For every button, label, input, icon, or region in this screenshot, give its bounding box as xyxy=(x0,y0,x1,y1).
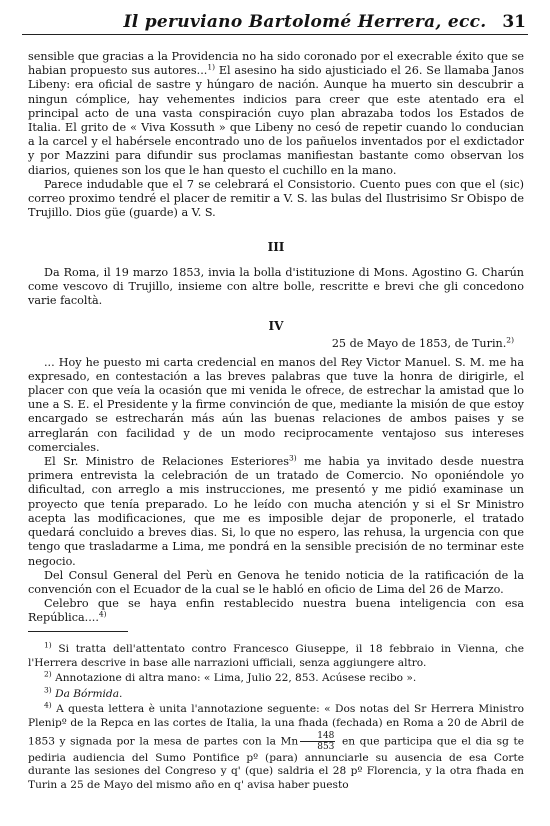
dateline: 25 de Mayo de 1853, de Turin.$^{2)}$ xyxy=(331,335,514,351)
paragraph: sensible que gracias a la Providencia no ha sido coronado por el execrable éxito que se habian propuesto sus autores...$^{1)}$ El asesino ha sido ajusticiado el 26. Se llamaba Janos Libeny: era oficial de sastre y húngaro de nación. Aunque ha muerto sin descubrir a ningun cómplice, hay vehementes indicios para creer que este atentado era el principal acto de una vasta conspiración cuyo plan abrazaba todos los Estados de Italia. El grito de « Viva Kossuth » que Libeny no cesó de repetir cuando lo conducian a la carcel y el habérsele encontrado uno de los pañuelos inventados por el exdictador y por Mazzini para difundir sus proclamas manifiestan bastante como observan los diarios, quienes son los que le han questo el cuchillo en la mano. xyxy=(28,50,524,177)
footnote-ref: 3) xyxy=(289,453,297,463)
section-heading-iii: III xyxy=(267,240,285,255)
footnote: $^{2)}$ Annotazione di altra mano: « Lima, Julio 22, 853. Acúsese recibo ». xyxy=(44,669,417,685)
paragraph: Da Roma, il 19 marzo 1853, invia la bolla d'istituzione di Mons. Agostino G. Charún come vescovo di Trujillo, insieme con altre bolle, rescritte e brevi che gli concedono varie facoltà. xyxy=(28,265,524,308)
paragraph: Celebro que se haya enfin restablecido nuestra buena inteligencia con esa República....$^{4)}$ xyxy=(28,597,524,625)
footnote-rule xyxy=(28,631,128,632)
header-rule xyxy=(22,34,528,35)
paragraph: Parece indudable que el 7 se celebrará el Consistorio. Cuento pues con que el (sic) correo proximo tendré el placer de remitir a V. S. las bulas del Ilustrisimo Sr Obispo de Trujillo. Dios güe (guarde) a V. S. xyxy=(28,177,524,220)
footnote-ref: 2) xyxy=(506,335,514,345)
paragraph: ... Hoy he puesto mi carta credencial en manos del Rey Victor Manuel. S. M. me ha expresado, en contestación a las breves palabras que tuve la honra de dirigirle, el placer con que veía la ocasión que mi venida le ofrece, de estrechar la amistad que lo une a S. E. el Presidente y la firme convinción de que, mediante la misión de que estoy encargado se estrecharán más aún las buenas relaciones de ambos paises y se arreglarán con facilidad y de un modo reciprocamente ventajoso sus intereses comerciales. xyxy=(28,355,524,454)
main-text xyxy=(28,50,524,626)
running-title: Il peruviano Bartolomé Herrera, ecc. xyxy=(123,12,487,32)
footnote-ref: 1) xyxy=(207,62,216,72)
footnote: $^{4)}$ A questa lettera è unita l'annotazione seguente: « Dos notas del Sr Herrera Ministro Plenipº de la Repca en las cortes de Italia, la una fhada (fechada) en Roma a 20 de Abril de 1853 y signada por la mesa de partes con la Mn $\frac{148}{853}$ en que participa que el dia sg te pediria audiencia del Sumo Pontifice pº (para) annunciarle su ausencia de esa Corte durante las sesiones del Congreso y q' (que) saldria el 28 pº Florencia, y la otra fhada en Turin a 25 de Mayo del mismo año en q' avisa haber puesto xyxy=(28,700,524,791)
paragraph: Del Consul General del Perù en Genova he tenido noticia de la ratificación de la convención con el Ecuador de la cual se le habló en oficio de Lima del 26 de Marzo. xyxy=(28,568,524,596)
section-heading-iv: IV xyxy=(268,319,284,334)
paragraph: El Sr. Ministro de Relaciones Esteriores$^{3)}$ me habia ya invitado desde nuestra primera entrevista la celebración de un tratado de Comercio. No oponiéndole yo dificultad, con arreglo a mis instrucciones, me presentó y me pidió examinase un proyecto que tenía preparado. Lo he leído con mucha atención y si el Sr Ministro acepta las modificaciones, que me es imposible dejar de proponerle, el tratado quedará concluido a breves dias. Si, lo que no espero, las rehusa, la urgencia con que tengo que trasladarme a Lima, me pondrá en la sensible precisión de no terminar este negocio. xyxy=(28,453,524,568)
fraction: $\frac{148}{853}$ xyxy=(300,731,335,752)
footnotes xyxy=(28,640,524,794)
page-number: 31 xyxy=(502,12,526,32)
footnote-ref: 4) xyxy=(98,609,107,619)
footnote: $^{3)}$ Da Bórmida. xyxy=(44,685,123,700)
footnote: $^{1)}$ Si tratta dell'attentato contro Francesco Giuseppe, il 18 febbraio in Vienna, che l'Herrera descrive in base alle narrazioni ufficiali, senza aggiungere altro. xyxy=(28,640,524,669)
